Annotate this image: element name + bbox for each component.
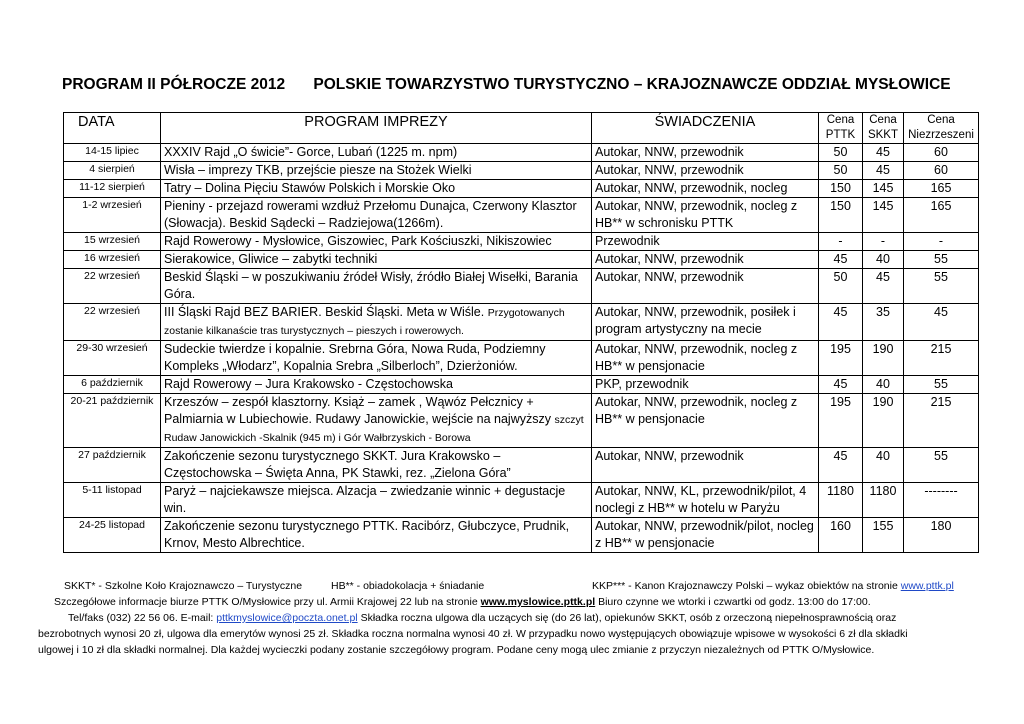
table-row bbox=[64, 251, 979, 269]
cell-price-other: 165 bbox=[904, 198, 979, 233]
cell-program bbox=[161, 376, 592, 394]
cell-price-skkt: 145 bbox=[863, 198, 904, 233]
cell-services: Przewodnik bbox=[592, 233, 819, 251]
table-row bbox=[64, 180, 979, 198]
program-text: Krzeszów – zespół klasztorny. Książ – zamek , Wąwóz Pełcznicy + Palmiarnia w Lubiechowie. Rudawy Janowickie, wejście na najwyższy bbox=[164, 395, 551, 426]
header-price-pttk: Cena PTTK bbox=[819, 113, 863, 144]
footer-abbreviations bbox=[64, 578, 998, 594]
program-text: Pieniny - przejazd rowerami wzdłuż Przełomu Dunajca, Czerwony Klasztor (Słowacja). Beskid Sądecki – Radziejowa(1266m). bbox=[164, 199, 577, 230]
cell-price-pttk: 195 bbox=[819, 341, 863, 376]
table-row bbox=[64, 304, 979, 341]
cell-price-pttk: 1180 bbox=[819, 483, 863, 518]
cell-date: 11-12 sierpień bbox=[64, 180, 161, 198]
cell-price-skkt: 35 bbox=[863, 304, 904, 341]
cell-program bbox=[161, 162, 592, 180]
footer-kkp-text: KKP*** - Kanon Krajoznawczy Polski – wykaz obiektów na stronie bbox=[592, 580, 898, 592]
cell-date: 6 październik bbox=[64, 376, 161, 394]
cell-price-pttk: 150 bbox=[819, 180, 863, 198]
table-row bbox=[64, 376, 979, 394]
cell-price-other: 60 bbox=[904, 144, 979, 162]
program-text: Zakończenie sezonu turystycznego PTTK. Racibórz, Głubczyce, Prudnik, Krnov, Mesto Albrechtice. bbox=[164, 519, 570, 550]
footer-kkp-link[interactable]: www.pttk.pl bbox=[900, 580, 954, 592]
cell-price-other: 55 bbox=[904, 251, 979, 269]
cell-price-pttk: 45 bbox=[819, 448, 863, 483]
cell-services: Autokar, NNW, przewodnik, nocleg bbox=[592, 180, 819, 198]
program-text: III Śląski Rajd BEZ BARIER. Beskid Śląski. Meta w Wiśle. bbox=[164, 305, 485, 319]
cell-price-pttk: 45 bbox=[819, 304, 863, 341]
table-body bbox=[64, 144, 979, 553]
cell-price-pttk: 45 bbox=[819, 251, 863, 269]
program-text: Sierakowice, Gliwice – zabytki techniki bbox=[164, 252, 378, 266]
program-note: szczyt Rudaw Janowickich -Skalnik (945 m) i Gór Wałbrzyskich - Borowa bbox=[164, 414, 584, 444]
cell-services: Autokar, NNW, przewodnik/pilot, nocleg z HB** w pensjonacie bbox=[592, 518, 819, 553]
footer-skkt: SKKT* - Szkolne Koło Krajoznawczo – Turystyczne bbox=[64, 580, 303, 592]
cell-price-pttk: 45 bbox=[819, 376, 863, 394]
program-note: Przygotowanych zostanie kilkanaście tras turystycznych – pieszych i rowerowych. bbox=[164, 307, 565, 337]
cell-price-other: 55 bbox=[904, 376, 979, 394]
program-text: Tatry – Dolina Pięciu Stawów Polskich i Morskie Oko bbox=[164, 181, 456, 195]
cell-price-skkt: 190 bbox=[863, 341, 904, 376]
table-row bbox=[64, 198, 979, 233]
cell-services: Autokar, NNW, przewodnik bbox=[592, 269, 819, 304]
cell-price-skkt: 40 bbox=[863, 448, 904, 483]
cell-price-skkt: 155 bbox=[863, 518, 904, 553]
footer-hb: HB** - obiadokolacja + śniadanie bbox=[331, 580, 485, 592]
cell-program bbox=[161, 341, 592, 376]
table-header-row bbox=[64, 113, 979, 144]
cell-price-skkt: 45 bbox=[863, 162, 904, 180]
cell-date: 5-11 listopad bbox=[64, 483, 161, 518]
cell-price-skkt: 45 bbox=[863, 269, 904, 304]
footer-info bbox=[54, 594, 998, 610]
cell-price-pttk: 195 bbox=[819, 394, 863, 448]
program-text: Rajd Rowerowy - Mysłowice, Giszowiec, Park Kościuszki, Nikiszowiec bbox=[164, 234, 552, 248]
header-price-skkt: Cena SKKT bbox=[863, 113, 904, 144]
program-text: Paryż – najciekawsze miejsca. Alzacja – zwiedzanie winnic + degustacje win. bbox=[164, 484, 566, 515]
program-table bbox=[63, 112, 979, 553]
cell-services: Autokar, NNW, przewodnik, nocleg z HB** w pensjonacie bbox=[592, 394, 819, 448]
cell-price-other: 215 bbox=[904, 394, 979, 448]
cell-program bbox=[161, 180, 592, 198]
program-text: Beskid Śląski – w poszukiwaniu źródeł Wisły, źródło Białej Wisełki, Barania Góra. bbox=[164, 270, 578, 301]
table-row bbox=[64, 518, 979, 553]
cell-date: 22 wrzesień bbox=[64, 269, 161, 304]
cell-services: Autokar, NNW, przewodnik, nocleg z HB** w pensjonacie bbox=[592, 341, 819, 376]
table-row bbox=[64, 394, 979, 448]
title-organization: POLSKIE TOWARZYSTWO TURYSTYCZNO – KRAJOZNAWCZE ODDZIAŁ MYSŁOWICE bbox=[313, 76, 951, 93]
footer-phone: Tel/faks (032) 22 56 06. E-mail: bbox=[68, 612, 214, 624]
cell-date: 4 sierpień bbox=[64, 162, 161, 180]
cell-price-other: 215 bbox=[904, 341, 979, 376]
table-row bbox=[64, 233, 979, 251]
cell-program bbox=[161, 233, 592, 251]
cell-program bbox=[161, 144, 592, 162]
table-row bbox=[64, 483, 979, 518]
page-title bbox=[62, 76, 1022, 94]
cell-services: Autokar, NNW, przewodnik bbox=[592, 144, 819, 162]
cell-services: Autokar, NNW, przewodnik, nocleg z HB** w schronisku PTTK bbox=[592, 198, 819, 233]
cell-price-skkt: 45 bbox=[863, 144, 904, 162]
cell-price-other: 55 bbox=[904, 269, 979, 304]
cell-program bbox=[161, 483, 592, 518]
table-row bbox=[64, 269, 979, 304]
cell-program bbox=[161, 448, 592, 483]
cell-price-pttk: 50 bbox=[819, 269, 863, 304]
cell-price-pttk: - bbox=[819, 233, 863, 251]
cell-price-skkt: - bbox=[863, 233, 904, 251]
program-text: Rajd Rowerowy – Jura Krakowsko - Częstochowska bbox=[164, 377, 453, 391]
cell-price-pttk: 160 bbox=[819, 518, 863, 553]
program-text: Zakończenie sezonu turystycznego SKKT. Jura Krakowsko – Częstochowska – Święta Anna, PK Stawki, rez. „Zielona Góra” bbox=[164, 449, 511, 480]
header-program: PROGRAM IMPREZY bbox=[161, 113, 592, 144]
cell-date: 20-21 październik bbox=[64, 394, 161, 448]
cell-price-other: - bbox=[904, 233, 979, 251]
footer-website-link[interactable]: www.myslowice.pttk.pl bbox=[480, 596, 596, 608]
cell-date: 15 wrzesień bbox=[64, 233, 161, 251]
cell-program bbox=[161, 251, 592, 269]
program-text: Wisła – imprezy TKB, przejście piesze na Stożek Wielki bbox=[164, 163, 472, 177]
cell-date: 22 wrzesień bbox=[64, 304, 161, 341]
header-services: ŚWIADCZENIA bbox=[592, 113, 819, 144]
program-text: Sudeckie twierdze i kopalnie. Srebrna Góra, Nowa Ruda, Podziemny Kompleks „Włodarz”, Kopalnia Srebra „Silberloch”, Dzierżoniów. bbox=[164, 342, 546, 373]
cell-date: 16 wrzesień bbox=[64, 251, 161, 269]
cell-program bbox=[161, 269, 592, 304]
program-text: XXXIV Rajd „O świcie”- Gorce, Lubań (1225 m. npm) bbox=[164, 145, 458, 159]
header-price-other: Cena Niezrzeszeni bbox=[904, 113, 979, 144]
footer-fees: bezrobotnych wynosi 20 zł, ulgowa dla emerytów wynosi 25 zł. Składka roczna normalna wynosi 40 zł. W przypadku nowo występujących obowiązuje wpisowe w wysokości 6 zł dla składki bbox=[38, 628, 908, 640]
cell-price-skkt: 145 bbox=[863, 180, 904, 198]
cell-price-other: 60 bbox=[904, 162, 979, 180]
cell-price-other: 165 bbox=[904, 180, 979, 198]
cell-price-pttk: 150 bbox=[819, 198, 863, 233]
cell-price-pttk: 50 bbox=[819, 144, 863, 162]
footer-email-link[interactable]: pttkmyslowice@poczta.onet.pl bbox=[216, 612, 358, 624]
cell-date: 1-2 wrzesień bbox=[64, 198, 161, 233]
footer-notes bbox=[38, 578, 998, 658]
cell-price-skkt: 40 bbox=[863, 251, 904, 269]
cell-program bbox=[161, 304, 592, 341]
cell-date: 29-30 wrzesień bbox=[64, 341, 161, 376]
cell-services: Autokar, NNW, przewodnik bbox=[592, 162, 819, 180]
cell-price-other: 55 bbox=[904, 448, 979, 483]
cell-date: 27 październik bbox=[64, 448, 161, 483]
table-row bbox=[64, 144, 979, 162]
table-row bbox=[64, 162, 979, 180]
footer-disclaimer: ulgowej i 10 zł dla składki normalnej. Dla każdej wycieczki podany zostanie szczegółowy program. Podane ceny mogą ulec zmianie z przyczyn niezależnych od PTTK O/Mysłowice. bbox=[38, 644, 875, 656]
cell-date: 24-25 listopad bbox=[64, 518, 161, 553]
cell-program bbox=[161, 198, 592, 233]
cell-price-other: 180 bbox=[904, 518, 979, 553]
cell-date: 14-15 lipiec bbox=[64, 144, 161, 162]
cell-price-skkt: 1180 bbox=[863, 483, 904, 518]
cell-program bbox=[161, 518, 592, 553]
header-date: DATA bbox=[64, 113, 161, 144]
footer-kkp bbox=[592, 578, 954, 594]
footer-info-text: Szczegółowe informacje biurze PTTK O/Mysłowice przy ul. Armii Krajowej 22 lub na stronie bbox=[54, 596, 478, 608]
table-row bbox=[64, 448, 979, 483]
table-row bbox=[64, 341, 979, 376]
cell-price-skkt: 40 bbox=[863, 376, 904, 394]
footer-contact bbox=[68, 610, 998, 626]
cell-price-other: -------- bbox=[904, 483, 979, 518]
cell-services: PKP, przewodnik bbox=[592, 376, 819, 394]
cell-price-other: 45 bbox=[904, 304, 979, 341]
cell-services: Autokar, NNW, przewodnik, posiłek i program artystyczny na mecie bbox=[592, 304, 819, 341]
footer-fee-text: Składka roczna ulgowa dla uczących się (do 26 lat), opiekunów SKKT, osób z orzeczoną niepełnosprawnością oraz bbox=[360, 612, 897, 624]
cell-price-pttk: 50 bbox=[819, 162, 863, 180]
cell-program bbox=[161, 394, 592, 448]
title-program: PROGRAM II PÓŁROCZE 2012 bbox=[62, 76, 286, 93]
cell-services: Autokar, NNW, KL, przewodnik/pilot, 4 noclegi z HB** w hotelu w Paryżu bbox=[592, 483, 819, 518]
cell-services: Autokar, NNW, przewodnik bbox=[592, 448, 819, 483]
footer-hours: Biuro czynne we wtorki i czwartki od godz. 13:00 do 17:00. bbox=[598, 596, 871, 608]
cell-price-skkt: 190 bbox=[863, 394, 904, 448]
cell-services: Autokar, NNW, przewodnik bbox=[592, 251, 819, 269]
